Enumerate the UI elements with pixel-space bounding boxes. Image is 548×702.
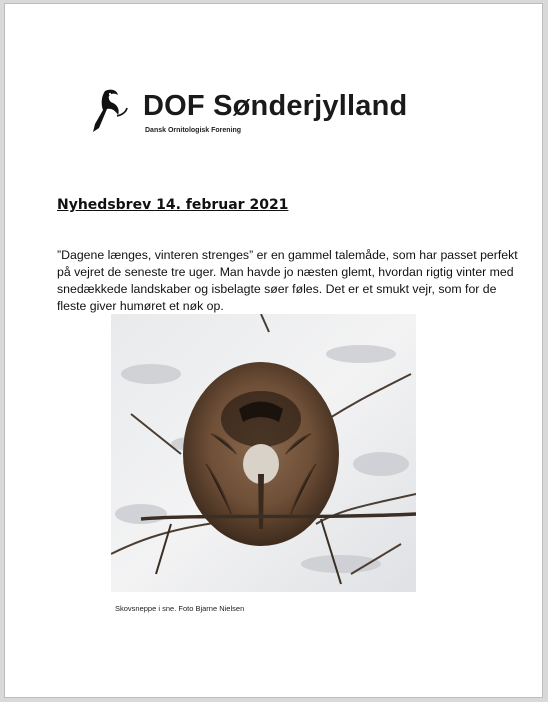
logo-subtitle: Dansk Ornitologisk Forening: [145, 127, 242, 134]
document-page: [4, 3, 543, 698]
woodcock-photo: [111, 314, 416, 592]
bird-logo-icon: [91, 88, 129, 134]
logo-name: DOF Sønderjylland: [143, 90, 408, 122]
intro-paragraph: ”Dagene længes, vinteren strenges” er en gammel talemåde, som har passet perfekt på vejret de seneste tre uger. Man havde jo næsten glemt, hvordan rigtig vinter med snedækkede landskaber og isbelagte søer føles. Det er et smukt vejr, som for de fleste giver humøret et nøk op.: [57, 248, 518, 313]
dof-logo: [91, 88, 451, 148]
photo-caption: Skovsneppe i sne. Foto Bjarne Nielsen: [115, 604, 245, 613]
newsletter-heading: Nyhedsbrev 14. februar 2021: [57, 197, 289, 213]
